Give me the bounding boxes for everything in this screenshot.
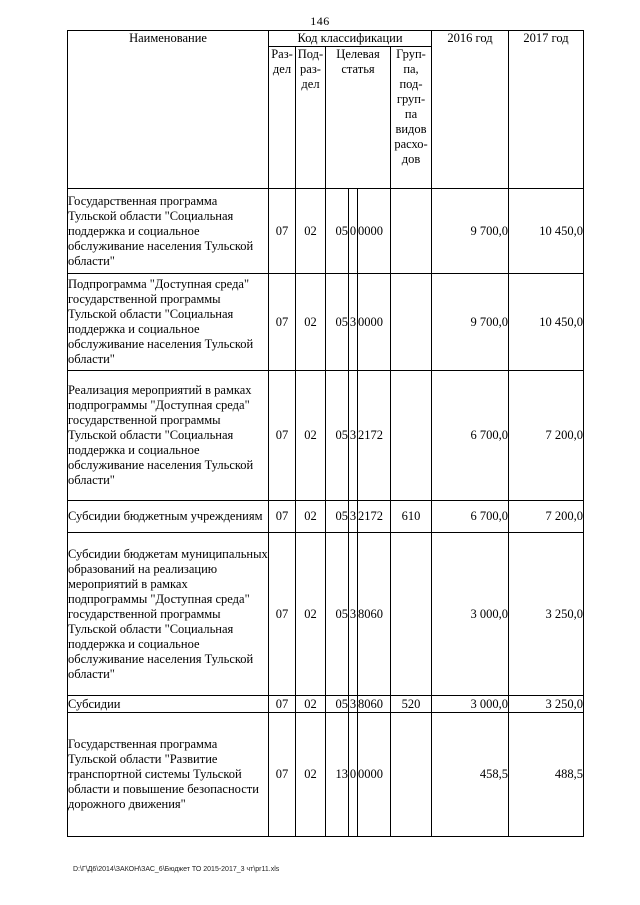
row-value-2016: 6 700,0 <box>432 501 509 533</box>
row-article-part1: 13 <box>326 713 349 837</box>
table-row <box>68 371 584 501</box>
file-path-footer: D:\Г\Д6\2014\ЗАКОН\ЗАС_6\Бюджет ТО 2015-2017_3 чт\pr11.xls <box>73 866 280 873</box>
row-article-part1: 05 <box>326 371 349 501</box>
row-value-2017: 488,5 <box>509 713 584 837</box>
row-expense-group <box>391 371 432 501</box>
header-expense-group: Груп- па, под- груп- па видов расхо- дов <box>391 47 432 189</box>
row-value-2016: 458,5 <box>432 713 509 837</box>
row-value-2017: 7 200,0 <box>509 371 584 501</box>
row-article-part3: 0000 <box>358 713 391 837</box>
row-article-part1: 05 <box>326 533 349 696</box>
table-row <box>68 533 584 696</box>
row-expense-group <box>391 533 432 696</box>
row-expense-group <box>391 189 432 274</box>
row-article-part1: 05 <box>326 274 349 371</box>
row-subsection: 02 <box>296 371 326 501</box>
row-name: Реализация мероприятий в рамках подпрограммы "Доступная среда" государственной программы Тульской области "Социальная поддержка и социальное обслуживание населения Тульской области" <box>68 371 269 501</box>
header-code-group: Код классификации <box>269 31 432 47</box>
row-expense-group: 520 <box>391 696 432 713</box>
header-year-2016: 2016 год <box>432 31 509 189</box>
row-section: 07 <box>269 371 296 501</box>
row-name: Государственная программа Тульской области "Развитие транспортной системы Тульской области и повышение безопасности дорожного движения" <box>68 713 269 837</box>
row-subsection: 02 <box>296 501 326 533</box>
table-row <box>68 189 584 274</box>
row-value-2016: 9 700,0 <box>432 189 509 274</box>
table-body <box>68 189 584 837</box>
header-subsection: Под- раз- дел <box>296 47 326 189</box>
row-article-part2: 0 <box>349 189 358 274</box>
row-value-2016: 6 700,0 <box>432 371 509 501</box>
row-section: 07 <box>269 274 296 371</box>
row-name: Субсидии <box>68 696 269 713</box>
row-value-2017: 10 450,0 <box>509 274 584 371</box>
row-subsection: 02 <box>296 696 326 713</box>
row-section: 07 <box>269 533 296 696</box>
row-section: 07 <box>269 189 296 274</box>
header-name: Наименование <box>68 31 269 189</box>
table-row <box>68 274 584 371</box>
row-article-part3: 0000 <box>358 274 391 371</box>
row-article-part2: 3 <box>349 533 358 696</box>
row-value-2016: 3 000,0 <box>432 533 509 696</box>
row-subsection: 02 <box>296 713 326 837</box>
row-article-part3: 0000 <box>358 189 391 274</box>
row-section: 07 <box>269 501 296 533</box>
row-value-2017: 10 450,0 <box>509 189 584 274</box>
row-article-part3: 8060 <box>358 533 391 696</box>
row-subsection: 02 <box>296 533 326 696</box>
row-article-part1: 05 <box>326 501 349 533</box>
row-article-part2: 3 <box>349 371 358 501</box>
budget-table <box>67 30 584 837</box>
row-article-part2: 3 <box>349 274 358 371</box>
table-header <box>68 31 584 189</box>
row-name: Субсидии бюджетам муниципальных образований на реализацию мероприятий в рамках подпрограммы "Доступная среда" государственной программы Тульской области "Социальная поддержка и социальное обслуживание населения Тульской области" <box>68 533 269 696</box>
row-value-2016: 3 000,0 <box>432 696 509 713</box>
row-article-part1: 05 <box>326 696 349 713</box>
row-subsection: 02 <box>296 274 326 371</box>
row-article-part3: 8060 <box>358 696 391 713</box>
header-year-2017: 2017 год <box>509 31 584 189</box>
table-row <box>68 696 584 713</box>
table-row <box>68 713 584 837</box>
row-name: Государственная программа Тульской области "Социальная поддержка и социальное обслуживание населения Тульской области" <box>68 189 269 274</box>
row-article-part2: 0 <box>349 713 358 837</box>
row-section: 07 <box>269 696 296 713</box>
row-article-part2: 3 <box>349 696 357 711</box>
row-expense-group <box>391 713 432 837</box>
row-article-part3: 2172 <box>358 371 391 501</box>
row-article-part1: 05 <box>326 189 349 274</box>
header-section: Раз- дел <box>269 47 296 189</box>
row-value-2017: 3 250,0 <box>509 533 584 696</box>
row-article-part3: 2172 <box>358 501 391 533</box>
row-expense-group <box>391 274 432 371</box>
row-value-2017: 3 250,0 <box>509 696 584 713</box>
row-subsection: 02 <box>296 189 326 274</box>
row-section: 07 <box>269 713 296 837</box>
row-value-2016: 9 700,0 <box>432 274 509 371</box>
row-article-part2: 3 <box>349 501 358 533</box>
row-expense-group: 610 <box>391 501 432 533</box>
row-name: Подпрограмма "Доступная среда" государственной программы Тульской области "Социальная поддержка и социальное обслуживание населения Тульской области" <box>68 274 269 371</box>
row-name: Субсидии бюджетным учреждениям <box>68 501 269 533</box>
row-value-2017: 7 200,0 <box>509 501 584 533</box>
header-target-article: Целевая статья <box>326 47 391 189</box>
page-number: 146 <box>310 14 330 28</box>
table-row <box>68 501 584 533</box>
